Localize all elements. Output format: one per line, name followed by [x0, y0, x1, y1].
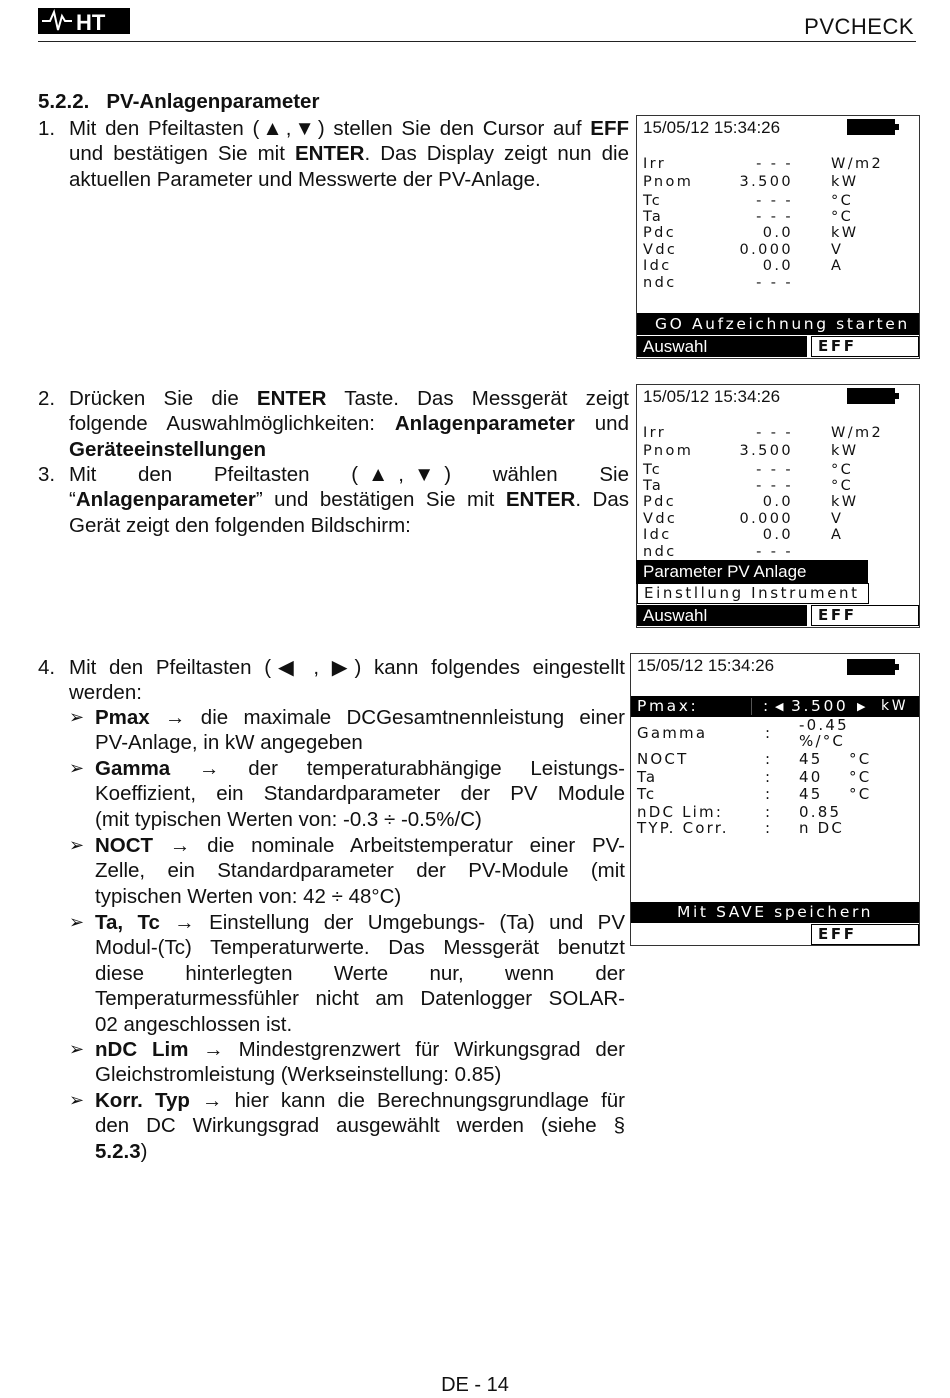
bullet-arrow-icon: ➢ [69, 835, 85, 855]
menu-item-pv-parameters[interactable]: Parameter PV Anlage [637, 561, 867, 583]
arrow-icon: → [174, 911, 195, 934]
bullet-arrow-icon: ➢ [69, 912, 85, 932]
lcd-screen-measurements: 15/05/12 15:34:26 Irr - - - W/m2 Pnom 3.500 kW Tc - - - °C Ta - - - °C Pdc 0.0 kW Vdc 0.000 V Idc 0.0 A ndc - - - GO Aufzeichnung starten Auswahl EFF [636, 115, 920, 359]
save-bar[interactable]: Mit SAVE speichern [631, 902, 919, 923]
svg-text:HT: HT [76, 10, 106, 35]
header-rule [38, 41, 916, 42]
bullet-arrow-icon: ➢ [69, 707, 85, 727]
bullet-ta-tc: ➢ Ta, Tc → Einstellung der Umgebungs- (Ta) und PV Modul-(Tc) Temperaturwerte. Das Messgerät benutzt diese hinterlegten Werte nur, wenn der Temperaturmessfühler nicht am Datenlogger SOLAR- 02 angeschlossen ist. [69, 911, 625, 1036]
battery-icon [847, 659, 895, 675]
select-label: Auswahl [637, 336, 807, 357]
arrow-right-icon[interactable]: ▶ [857, 700, 869, 713]
arrow-icon: → [203, 1038, 224, 1061]
ht-logo [38, 4, 130, 36]
pmax-field[interactable]: Pmax: : ◀ 3.500 ▶ kW [631, 696, 919, 717]
bullet-arrow-icon: ➢ [69, 1090, 85, 1110]
select-label: Auswahl [637, 605, 807, 626]
page-number: DE - 14 [441, 1374, 509, 1396]
battery-icon [847, 119, 895, 135]
arrow-icon: → [202, 1089, 223, 1112]
arrow-icon: → [169, 834, 191, 857]
section-heading: 5.2.2. PV-Anlagenparameter [38, 90, 320, 113]
arrow-icon: → [199, 757, 220, 780]
document-title: PVCHECK [804, 14, 914, 39]
step-number: 2. [38, 387, 56, 410]
lcd-datetime: 15/05/12 15:34:26 [637, 656, 775, 675]
bullet-gamma: ➢ Gamma → der temperaturabhängige Leistungs- Koeffizient, ein Standardparameter der PV Module (mit typischen Werten von: -0.3 ÷ -0.5%/C) [69, 757, 625, 831]
bullet-arrow-icon: ➢ [69, 1039, 85, 1059]
bullet-noct: ➢ NOCT → die nominale Arbeitstemperatur einer PV- Zelle, ein Standardparameter der PV-Module (mit typischen Werten von: 42 ÷ 48°C) [69, 834, 625, 908]
battery-icon [847, 388, 895, 404]
step-number: 1. [38, 117, 56, 140]
arrow-left-icon[interactable]: ◀ [775, 700, 787, 713]
bullet-korr-typ: ➢ Korr. Typ → hier kann die Berechnungsgrundlage für den DC Wirkungsgrad ausgewählt werden (siehe § 5.2.3) [69, 1089, 625, 1163]
step-1-text: Mit den Pfeiltasten (▲,▼) stellen Sie den Cursor auf EFF und bestätigen Sie mit ENTER. Das Display zeigt nun die aktuellen Parameter und Messwerte der PV-Anlage. [69, 117, 629, 191]
lcd-datetime: 15/05/12 15:34:26 [643, 387, 781, 406]
lcd-screen-pv-parameters: 15/05/12 15:34:26 Pmax: : ◀ 3.500 ▶ kW Gamma : -0.45 %/°C NOCT : 45 °C Ta : 40 °C Tc : 45 °C nDC Lim: : 0.85 TYP. Corr. : n DC Mit SAVE speichern EFF [630, 653, 920, 946]
step-number: 4. [38, 656, 56, 679]
bullet-arrow-icon: ➢ [69, 758, 85, 778]
step-number: 3. [38, 463, 56, 486]
bullet-pmax: ➢ Pmax → die maximale DCGesamtnennleistung einer PV-Anlage, in kW angegeben [69, 706, 625, 755]
eff-softkey[interactable]: EFF [811, 336, 919, 357]
eff-softkey[interactable]: EFF [811, 924, 919, 945]
step-4-text: Mit den Pfeiltasten (◀ , ▶) kann folgendes eingestellt werden: [69, 656, 625, 705]
bullet-ndc-lim: ➢ nDC Lim → Mindestgrenzwert für Wirkungsgrad der Gleichstromleistung (Werkseinstellung: 0.85) [69, 1038, 625, 1087]
eff-softkey[interactable]: EFF [811, 605, 919, 626]
step-2-text: Drücken Sie die ENTER Taste. Das Messgerät zeigt folgende Auswahlmöglichkeiten: Anlagenparameter und Geräteeinstellungen [69, 387, 629, 461]
menu-item-instrument-settings[interactable]: Einstllung Instrument [637, 583, 869, 604]
arrow-icon: → [165, 706, 186, 729]
go-record-bar[interactable]: GO Aufzeichnung starten [637, 313, 919, 335]
lcd-screen-menu: 15/05/12 15:34:26 Irr - - - W/m2 Pnom 3.500 kW Tc - - - °C Ta - - - °C Pdc 0.0 kW Vdc 0.000 V Idc 0.0 A ndc - - - Parameter PV Anlage Einstllung Instrument Auswahl EFF [636, 384, 920, 628]
step-3-text: Mit den Pfeiltasten (▲,▼) wählen Sie “Anlagenparameter” und bestätigen Sie mit ENTER. Das Gerät zeigt den folgenden Bildschirm: [69, 463, 629, 537]
lcd-datetime: 15/05/12 15:34:26 [643, 118, 781, 137]
